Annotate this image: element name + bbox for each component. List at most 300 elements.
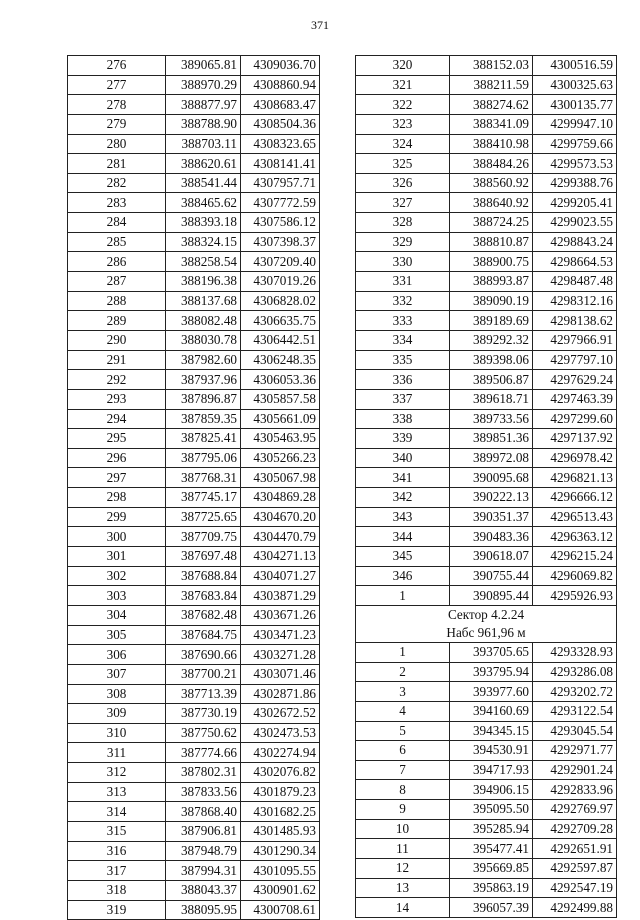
y-coordinate: 4293202.72 [533, 682, 617, 702]
x-coordinate: 388211.59 [450, 75, 533, 95]
x-coordinate: 388541.44 [166, 173, 241, 193]
y-coordinate: 4296363.12 [533, 527, 617, 547]
y-coordinate: 4301879.23 [241, 782, 320, 802]
point-number: 282 [68, 173, 166, 193]
point-number: 316 [68, 841, 166, 861]
y-coordinate: 4301682.25 [241, 802, 320, 822]
y-coordinate: 4303071.46 [241, 664, 320, 684]
y-coordinate: 4305661.09 [241, 409, 320, 429]
table-row [356, 682, 617, 702]
x-coordinate: 388393.18 [166, 213, 241, 233]
coordinates-table-right [355, 55, 617, 918]
x-coordinate: 387774.66 [166, 743, 241, 763]
table-row [68, 763, 320, 783]
y-coordinate: 4306053.36 [241, 370, 320, 390]
x-coordinate: 389618.71 [450, 389, 533, 409]
y-coordinate: 4302076.82 [241, 763, 320, 783]
y-coordinate: 4305463.95 [241, 429, 320, 449]
table-row [68, 821, 320, 841]
x-coordinate: 390483.36 [450, 527, 533, 547]
x-coordinate: 394345.15 [450, 721, 533, 741]
x-coordinate: 390351.37 [450, 507, 533, 527]
y-coordinate: 4302871.86 [241, 684, 320, 704]
y-coordinate: 4307772.59 [241, 193, 320, 213]
y-coordinate: 4303871.29 [241, 586, 320, 606]
table-row [68, 389, 320, 409]
table-row [356, 760, 617, 780]
x-coordinate: 387688.84 [166, 566, 241, 586]
table-row [356, 330, 617, 350]
x-coordinate: 387768.31 [166, 468, 241, 488]
table-row [356, 507, 617, 527]
x-coordinate: 387896.87 [166, 389, 241, 409]
point-number: 344 [356, 527, 450, 547]
table-row [68, 213, 320, 233]
table-row [356, 858, 617, 878]
x-coordinate: 387725.65 [166, 507, 241, 527]
point-number: 333 [356, 311, 450, 331]
table-row [68, 56, 320, 76]
x-coordinate: 388465.62 [166, 193, 241, 213]
y-coordinate: 4302473.53 [241, 723, 320, 743]
table-row [68, 743, 320, 763]
x-coordinate: 388082.48 [166, 311, 241, 331]
table-row [356, 429, 617, 449]
x-coordinate: 388258.54 [166, 252, 241, 272]
y-coordinate: 4296513.43 [533, 507, 617, 527]
x-coordinate: 393705.65 [450, 642, 533, 662]
point-number: 329 [356, 232, 450, 252]
table-row [68, 154, 320, 174]
point-number: 14 [356, 898, 450, 918]
table-row [68, 252, 320, 272]
y-coordinate: 4309036.70 [241, 56, 320, 76]
x-coordinate: 396057.39 [450, 898, 533, 918]
x-coordinate: 388043.37 [166, 880, 241, 900]
table-row [68, 586, 320, 606]
x-coordinate: 388640.92 [450, 193, 533, 213]
y-coordinate: 4300516.59 [533, 56, 617, 76]
table-row [356, 114, 617, 134]
x-coordinate: 389065.81 [166, 56, 241, 76]
x-coordinate: 387709.75 [166, 527, 241, 547]
table-row [68, 841, 320, 861]
x-coordinate: 388324.15 [166, 232, 241, 252]
y-coordinate: 4296666.12 [533, 488, 617, 508]
table-row [68, 802, 320, 822]
x-coordinate: 389972.08 [450, 448, 533, 468]
table-row [68, 75, 320, 95]
x-coordinate: 387868.40 [166, 802, 241, 822]
table-row [68, 880, 320, 900]
point-number: 326 [356, 173, 450, 193]
table-row [356, 291, 617, 311]
x-coordinate: 389733.56 [450, 409, 533, 429]
point-number: 7 [356, 760, 450, 780]
y-coordinate: 4297299.60 [533, 409, 617, 429]
y-coordinate: 4297797.10 [533, 350, 617, 370]
table-row [68, 645, 320, 665]
y-coordinate: 4302672.52 [241, 704, 320, 724]
y-coordinate: 4292547.19 [533, 878, 617, 898]
point-number: 288 [68, 291, 166, 311]
point-number: 287 [68, 272, 166, 292]
table-row [356, 878, 617, 898]
table-row [356, 95, 617, 115]
point-number: 318 [68, 880, 166, 900]
x-coordinate: 387859.35 [166, 409, 241, 429]
table-row [68, 723, 320, 743]
x-coordinate: 395477.41 [450, 839, 533, 859]
point-number: 340 [356, 448, 450, 468]
x-coordinate: 387682.48 [166, 605, 241, 625]
y-coordinate: 4296069.82 [533, 566, 617, 586]
point-number: 12 [356, 858, 450, 878]
table-row [68, 861, 320, 881]
x-coordinate: 388620.61 [166, 154, 241, 174]
x-coordinate: 394906.15 [450, 780, 533, 800]
point-number: 304 [68, 605, 166, 625]
y-coordinate: 4292901.24 [533, 760, 617, 780]
y-coordinate: 4303671.26 [241, 605, 320, 625]
x-coordinate: 387690.66 [166, 645, 241, 665]
point-number: 290 [68, 330, 166, 350]
y-coordinate: 4305857.58 [241, 389, 320, 409]
x-coordinate: 388900.75 [450, 252, 533, 272]
y-coordinate: 4308323.65 [241, 134, 320, 154]
x-coordinate: 387684.75 [166, 625, 241, 645]
y-coordinate: 4297966.91 [533, 330, 617, 350]
y-coordinate: 4293286.08 [533, 662, 617, 682]
table-row [68, 664, 320, 684]
table-row [356, 566, 617, 586]
y-coordinate: 4306248.35 [241, 350, 320, 370]
table-row [68, 684, 320, 704]
y-coordinate: 4300135.77 [533, 95, 617, 115]
point-number: 324 [356, 134, 450, 154]
y-coordinate: 4296821.13 [533, 468, 617, 488]
table-row [68, 409, 320, 429]
x-coordinate: 388810.87 [450, 232, 533, 252]
point-number: 285 [68, 232, 166, 252]
table-row [68, 193, 320, 213]
y-coordinate: 4299023.55 [533, 213, 617, 233]
y-coordinate: 4304869.28 [241, 488, 320, 508]
y-coordinate: 4296215.24 [533, 547, 617, 567]
x-coordinate: 388993.87 [450, 272, 533, 292]
point-number: 342 [356, 488, 450, 508]
table-row [356, 527, 617, 547]
table-row [356, 819, 617, 839]
y-coordinate: 4299759.66 [533, 134, 617, 154]
table-row [356, 193, 617, 213]
y-coordinate: 4305266.23 [241, 448, 320, 468]
point-number: 296 [68, 448, 166, 468]
point-number: 300 [68, 527, 166, 547]
y-coordinate: 4297137.92 [533, 429, 617, 449]
point-number: 338 [356, 409, 450, 429]
table-row [68, 350, 320, 370]
x-coordinate: 387700.21 [166, 664, 241, 684]
y-coordinate: 4297463.39 [533, 389, 617, 409]
point-number: 319 [68, 900, 166, 920]
table-row [356, 780, 617, 800]
table-row [356, 839, 617, 859]
table-row [68, 311, 320, 331]
y-coordinate: 4307586.12 [241, 213, 320, 233]
x-coordinate: 395669.85 [450, 858, 533, 878]
x-coordinate: 387683.84 [166, 586, 241, 606]
point-number: 2 [356, 662, 450, 682]
x-coordinate: 387713.39 [166, 684, 241, 704]
table-row [68, 566, 320, 586]
point-number: 317 [68, 861, 166, 881]
point-number: 1 [356, 586, 450, 606]
point-number: 330 [356, 252, 450, 272]
point-number: 303 [68, 586, 166, 606]
x-coordinate: 395095.50 [450, 800, 533, 820]
point-number: 301 [68, 547, 166, 567]
point-number: 281 [68, 154, 166, 174]
x-coordinate: 388274.62 [450, 95, 533, 115]
point-number: 294 [68, 409, 166, 429]
x-coordinate: 387745.17 [166, 488, 241, 508]
point-number: 9 [356, 800, 450, 820]
point-number: 321 [356, 75, 450, 95]
point-number: 307 [68, 664, 166, 684]
point-number: 314 [68, 802, 166, 822]
table-row [356, 488, 617, 508]
table-row [68, 232, 320, 252]
point-number: 313 [68, 782, 166, 802]
y-coordinate: 4299388.76 [533, 173, 617, 193]
point-number: 280 [68, 134, 166, 154]
y-coordinate: 4298138.62 [533, 311, 617, 331]
y-coordinate: 4304470.79 [241, 527, 320, 547]
table-row [68, 507, 320, 527]
x-coordinate: 390222.13 [450, 488, 533, 508]
y-coordinate: 4307209.40 [241, 252, 320, 272]
point-number: 3 [356, 682, 450, 702]
table-row [68, 625, 320, 645]
table-row [356, 721, 617, 741]
x-coordinate: 387750.62 [166, 723, 241, 743]
table-row [356, 213, 617, 233]
table-row [356, 350, 617, 370]
x-coordinate: 388137.68 [166, 291, 241, 311]
y-coordinate: 4292499.88 [533, 898, 617, 918]
point-number: 305 [68, 625, 166, 645]
x-coordinate: 387994.31 [166, 861, 241, 881]
table-row [68, 173, 320, 193]
point-number: 1 [356, 642, 450, 662]
point-number: 289 [68, 311, 166, 331]
table-row [68, 527, 320, 547]
y-coordinate: 4300325.63 [533, 75, 617, 95]
coordinates-table-left [67, 55, 320, 920]
point-number: 295 [68, 429, 166, 449]
y-coordinate: 4307019.26 [241, 272, 320, 292]
point-number: 346 [356, 566, 450, 586]
section-area: Набс 961,96 м [446, 624, 526, 640]
x-coordinate: 389189.69 [450, 311, 533, 331]
x-coordinate: 389090.19 [450, 291, 533, 311]
y-coordinate: 4305067.98 [241, 468, 320, 488]
x-coordinate: 388095.95 [166, 900, 241, 920]
x-coordinate: 390755.44 [450, 566, 533, 586]
y-coordinate: 4299573.53 [533, 154, 617, 174]
x-coordinate: 395863.19 [450, 878, 533, 898]
y-coordinate: 4292971.77 [533, 741, 617, 761]
x-coordinate: 389398.06 [450, 350, 533, 370]
point-number: 322 [356, 95, 450, 115]
y-coordinate: 4300708.61 [241, 900, 320, 920]
y-coordinate: 4295926.93 [533, 586, 617, 606]
point-number: 291 [68, 350, 166, 370]
y-coordinate: 4304071.27 [241, 566, 320, 586]
y-coordinate: 4292769.97 [533, 800, 617, 820]
point-number: 335 [356, 350, 450, 370]
table-row [356, 800, 617, 820]
point-number: 298 [68, 488, 166, 508]
x-coordinate: 389851.36 [450, 429, 533, 449]
table-row [356, 898, 617, 918]
point-number: 345 [356, 547, 450, 567]
y-coordinate: 4306828.02 [241, 291, 320, 311]
point-number: 286 [68, 252, 166, 272]
y-coordinate: 4296978.42 [533, 448, 617, 468]
table-row [356, 311, 617, 331]
table-row [356, 370, 617, 390]
x-coordinate: 387937.96 [166, 370, 241, 390]
x-coordinate: 387982.60 [166, 350, 241, 370]
point-number: 337 [356, 389, 450, 409]
point-number: 276 [68, 56, 166, 76]
x-coordinate: 388410.98 [450, 134, 533, 154]
table-row [68, 330, 320, 350]
y-coordinate: 4302274.94 [241, 743, 320, 763]
x-coordinate: 387697.48 [166, 547, 241, 567]
table-row [356, 409, 617, 429]
y-coordinate: 4298312.16 [533, 291, 617, 311]
point-number: 310 [68, 723, 166, 743]
x-coordinate: 387802.31 [166, 763, 241, 783]
table-row [68, 782, 320, 802]
x-coordinate: 387795.06 [166, 448, 241, 468]
point-number: 341 [356, 468, 450, 488]
x-coordinate: 394717.93 [450, 760, 533, 780]
table-row [356, 134, 617, 154]
y-coordinate: 4293045.54 [533, 721, 617, 741]
point-number: 309 [68, 704, 166, 724]
y-coordinate: 4303471.23 [241, 625, 320, 645]
point-number: 293 [68, 389, 166, 409]
y-coordinate: 4298843.24 [533, 232, 617, 252]
y-coordinate: 4297629.24 [533, 370, 617, 390]
table-row [68, 429, 320, 449]
y-coordinate: 4307398.37 [241, 232, 320, 252]
table-row [68, 272, 320, 292]
table-row [356, 272, 617, 292]
y-coordinate: 4301095.55 [241, 861, 320, 881]
y-coordinate: 4308504.36 [241, 114, 320, 134]
point-number: 327 [356, 193, 450, 213]
table-row [68, 370, 320, 390]
point-number: 279 [68, 114, 166, 134]
x-coordinate: 393977.60 [450, 682, 533, 702]
point-number: 332 [356, 291, 450, 311]
point-number: 284 [68, 213, 166, 233]
table-row [356, 75, 617, 95]
x-coordinate: 393795.94 [450, 662, 533, 682]
y-coordinate: 4301485.93 [241, 821, 320, 841]
point-number: 336 [356, 370, 450, 390]
point-number: 11 [356, 839, 450, 859]
x-coordinate: 388030.78 [166, 330, 241, 350]
table-row [356, 468, 617, 488]
y-coordinate: 4292833.96 [533, 780, 617, 800]
point-number: 278 [68, 95, 166, 115]
x-coordinate: 389292.32 [450, 330, 533, 350]
y-coordinate: 4304670.20 [241, 507, 320, 527]
x-coordinate: 388724.25 [450, 213, 533, 233]
y-coordinate: 4306635.75 [241, 311, 320, 331]
y-coordinate: 4298487.48 [533, 272, 617, 292]
x-coordinate: 390895.44 [450, 586, 533, 606]
y-coordinate: 4304271.13 [241, 547, 320, 567]
x-coordinate: 388877.97 [166, 95, 241, 115]
table-row [356, 173, 617, 193]
table-row [356, 154, 617, 174]
x-coordinate: 390618.07 [450, 547, 533, 567]
point-number: 320 [356, 56, 450, 76]
table-row [356, 642, 617, 662]
table-row [68, 95, 320, 115]
y-coordinate: 4292651.91 [533, 839, 617, 859]
point-number: 312 [68, 763, 166, 783]
x-coordinate: 388788.90 [166, 114, 241, 134]
x-coordinate: 387948.79 [166, 841, 241, 861]
x-coordinate: 387825.41 [166, 429, 241, 449]
x-coordinate: 395285.94 [450, 819, 533, 839]
table-row [68, 547, 320, 567]
point-number: 331 [356, 272, 450, 292]
x-coordinate: 388341.09 [450, 114, 533, 134]
table-row [356, 741, 617, 761]
table-row [68, 291, 320, 311]
table-row [68, 448, 320, 468]
y-coordinate: 4303271.28 [241, 645, 320, 665]
x-coordinate: 387906.81 [166, 821, 241, 841]
point-number: 10 [356, 819, 450, 839]
table-row [68, 704, 320, 724]
point-number: 8 [356, 780, 450, 800]
point-number: 6 [356, 741, 450, 761]
page-number: 371 [311, 18, 329, 32]
point-number: 277 [68, 75, 166, 95]
table-row [356, 701, 617, 721]
table-row [68, 605, 320, 625]
table-row [356, 586, 617, 606]
point-number: 334 [356, 330, 450, 350]
point-number: 13 [356, 878, 450, 898]
y-coordinate: 4301290.34 [241, 841, 320, 861]
x-coordinate: 388703.11 [166, 134, 241, 154]
section-title: Сектор 4.2.24 [447, 606, 525, 622]
x-coordinate: 388152.03 [450, 56, 533, 76]
y-coordinate: 4298664.53 [533, 252, 617, 272]
y-coordinate: 4308141.41 [241, 154, 320, 174]
